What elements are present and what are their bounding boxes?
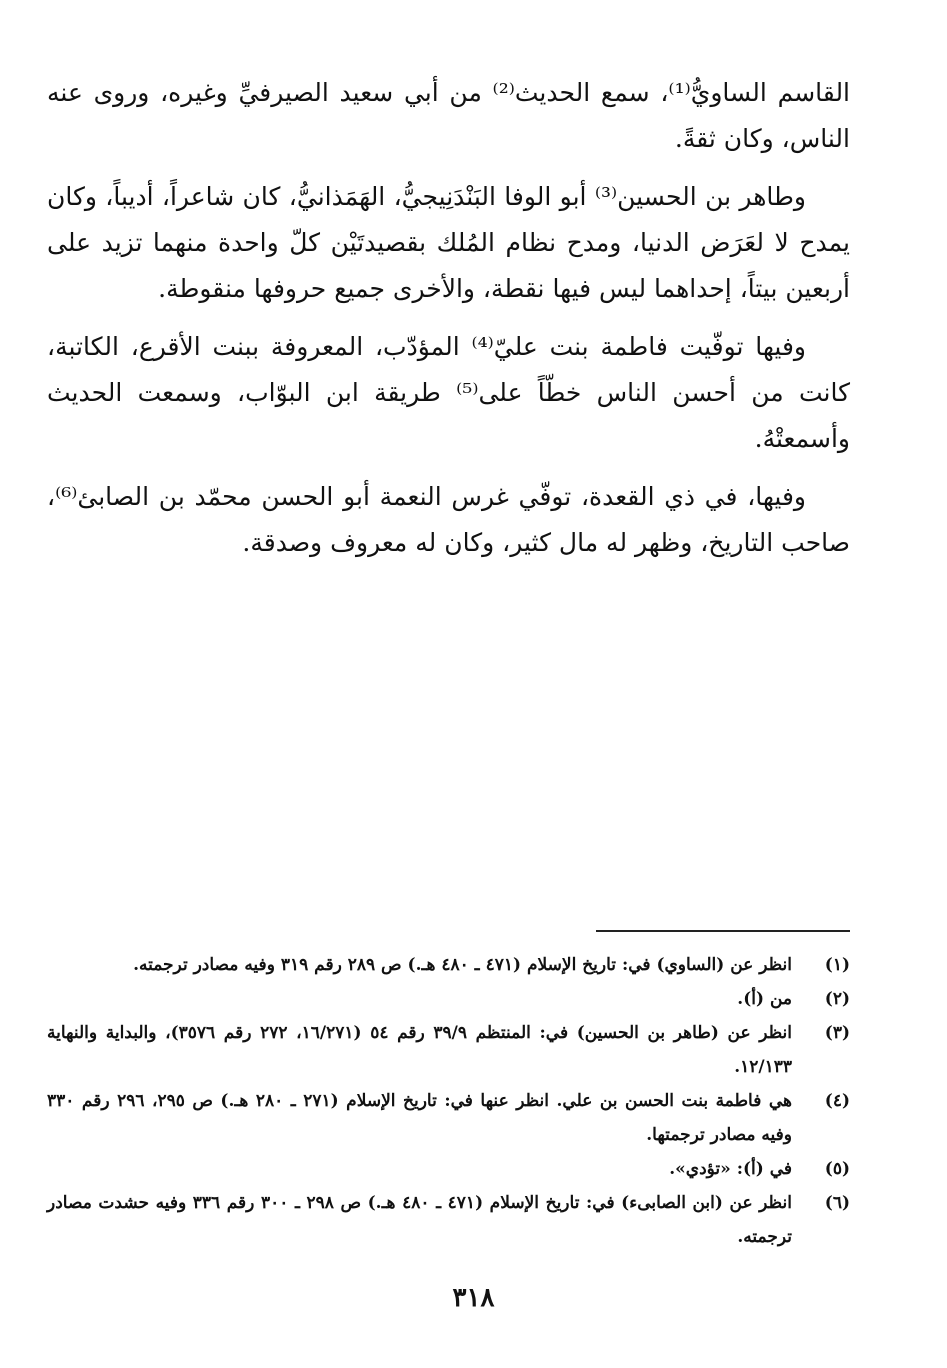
- footnote-text: من (أ).: [737, 989, 792, 1009]
- footnote-text: هي فاطمة بنت الحسن بن علي. انظر عنها في: تاريخ الإسلام (٢٧١ ـ ٢٨٠ هـ.) ص ٢٩٥، ٢٩٦ رقم ٣٣٠ وفيه مصادر ترجمتها.: [47, 1091, 792, 1145]
- footnote-4: [47, 1084, 850, 1152]
- footnote-text: في (أ): «تؤدي».: [669, 1159, 792, 1179]
- footnote-3: [47, 1016, 850, 1084]
- paragraph-2: وطاهر بن الحسين⁽³⁾ أبو الوفا البَنْدَنِيجيُّ، الهَمَذانيُّ، كان شاعراً، أديباً، وكان يمدح لا لعَرَض الدنيا، ومدح نظام المُلك بقصيدتَيْن كلّ واحدة منهما تزيد على أربعين بيتاً، إحداهما ليس فيها نقطة، والأخرى جميع حروفها منقوطة.: [47, 182, 850, 303]
- footnote-number: (٥): [824, 1159, 850, 1179]
- footnote-2: [47, 982, 850, 1016]
- footnote-number: (٦): [824, 1193, 850, 1213]
- footnote-number: (٢): [824, 989, 850, 1009]
- footnote-number: (١): [824, 955, 850, 975]
- footnote-6: [47, 1186, 850, 1254]
- footnote-text: انظر عن (ابن الصابىء) في: تاريخ الإسلام (٤٧١ ـ ٤٨٠ هـ.) ص ٢٩٨ ـ ٣٠٠ رقم ٣٣٦ وفيه حشدت مصادر ترجمته.: [47, 1193, 792, 1247]
- footnote-divider: [596, 930, 850, 932]
- main-text-body: [47, 70, 850, 578]
- footnote-number: (٤): [824, 1091, 850, 1111]
- footnote-number: (٣): [824, 1023, 850, 1043]
- footnote-text: انظر عن (الساوي) في: تاريخ الإسلام (٤٧١ ـ ٤٨٠ هـ.) ص ٢٨٩ رقم ٣١٩ وفيه مصادر ترجمته.: [133, 955, 792, 975]
- paragraph-3: وفيها توفّيت فاطمة بنت عليّ⁽⁴⁾ المؤدّب، المعروفة ببنت الأقرع، الكاتبة، كانت من أحسن الناس خطّاً على⁽⁵⁾ طريقة ابن البوّاب، وسمعت الحديث وأسمعتْهُ.: [47, 332, 850, 453]
- paragraph-4: وفيها، في ذي القعدة، توفّي غرس النعمة أبو الحسن محمّد بن الصابئ⁽⁶⁾، صاحب التاريخ، وظهر له مال كثير، وكان له معروف وصدقة.: [47, 482, 850, 557]
- page-number: ٣١٨: [452, 1283, 495, 1313]
- footnotes-section: [47, 948, 850, 1254]
- paragraph-1: القاسم الساويُّ⁽¹⁾، سمع الحديث⁽²⁾ من أبي سعيد الصيرفيِّ وغيره، وروى عنه الناس، وكان ثقةً.: [47, 78, 851, 153]
- footnote-1: [47, 948, 850, 982]
- footnote-5: [47, 1152, 850, 1186]
- footnote-text: انظر عن (طاهر بن الحسين) في: المنتظم ٣٩/٩ رقم ٥٤ (١٦/٢٧١، ٢٧٢ رقم ٣٥٧٦)، والبداية والنهاية ١٢/١٣٣.: [47, 1023, 793, 1077]
